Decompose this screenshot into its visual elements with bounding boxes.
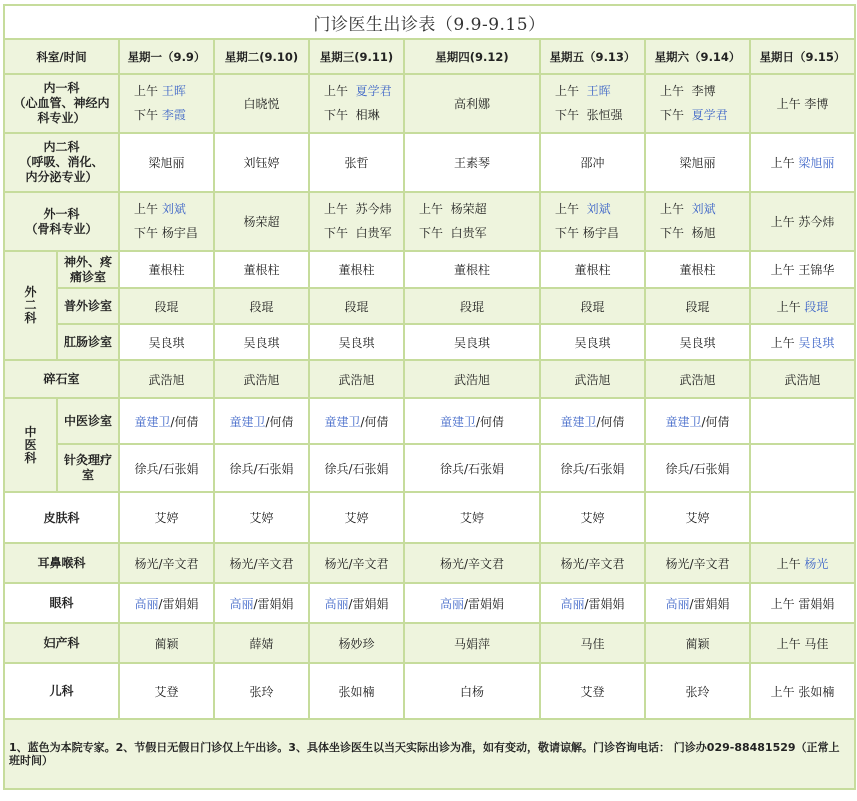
dept-zhongyi: 中 医 科 [4, 398, 57, 492]
cell-erke-sat: 张玲 [645, 663, 750, 719]
cell-neiyi-sat: 上午 李博 下午 夏学君 [645, 74, 750, 133]
cell-puwai-sat: 段琨 [645, 288, 750, 324]
dept-erbi: 耳鼻喉科 [4, 543, 119, 583]
header-sun: 星期日（9.15） [750, 39, 855, 74]
row-waiyi [4, 192, 855, 251]
cell-erke-sun: 上午 张如楠 [750, 663, 855, 719]
cell-fuchan-thu: 马娟萍 [404, 623, 540, 663]
cell-zhenjiu-thu: 徐兵/石张娟 [404, 444, 540, 492]
header-mon: 星期一（9.9） [119, 39, 214, 74]
cell-pifu-sat: 艾婷 [645, 492, 750, 543]
row-zhongyi-2 [4, 444, 855, 492]
cell-yanke-sun: 上午 雷娟娟 [750, 583, 855, 623]
cell-erke-fri: 艾登 [540, 663, 645, 719]
cell-zhongyi-wed: 童建卫/何倩 [309, 398, 404, 444]
cell-shenwai-wed: 董根柱 [309, 251, 404, 288]
cell-erbi-sun: 上午 杨光 [750, 543, 855, 583]
cell-zhenjiu-sun [750, 444, 855, 492]
cell-fuchan-tue: 薛婧 [214, 623, 309, 663]
cell-erke-wed: 张如楠 [309, 663, 404, 719]
subdept-zhongyi-zhenshi: 中医诊室 [57, 398, 119, 444]
cell-puwai-wed: 段琨 [309, 288, 404, 324]
cell-erbi-sat: 杨光/辛文君 [645, 543, 750, 583]
cell-yanke-tue: 高丽/雷娟娟 [214, 583, 309, 623]
cell-neier-sat: 梁旭丽 [645, 133, 750, 192]
row-erke [4, 663, 855, 719]
header-dept-time: 科室/时间 [4, 39, 119, 74]
cell-neier-wed: 张哲 [309, 133, 404, 192]
dept-erke: 儿科 [4, 663, 119, 719]
cell-fuchan-sat: 蔺颖 [645, 623, 750, 663]
cell-erke-mon: 艾登 [119, 663, 214, 719]
cell-waiyi-fri: 上午 刘斌 下午 杨宇昌 [540, 192, 645, 251]
cell-erke-tue: 张玲 [214, 663, 309, 719]
cell-erbi-fri: 杨光/辛文君 [540, 543, 645, 583]
cell-puwai-sun: 上午 段琨 [750, 288, 855, 324]
cell-shenwai-sat: 董根柱 [645, 251, 750, 288]
cell-shenwai-fri: 董根柱 [540, 251, 645, 288]
header-row [4, 39, 855, 74]
row-zhongyi-1 [4, 398, 855, 444]
cell-neiyi-fri: 上午 王晖 下午 张恒强 [540, 74, 645, 133]
subdept-puwai: 普外诊室 [57, 288, 119, 324]
row-waier-1 [4, 251, 855, 288]
dept-waiyi: 外一科 （骨科专业） [4, 192, 119, 251]
row-waier-3 [4, 324, 855, 360]
cell-waiyi-sat: 上午 刘斌 下午 杨旭 [645, 192, 750, 251]
cell-gangchang-mon: 吴良琪 [119, 324, 214, 360]
cell-puwai-tue: 段琨 [214, 288, 309, 324]
cell-shenwai-thu: 董根柱 [404, 251, 540, 288]
cell-puwai-thu: 段琨 [404, 288, 540, 324]
cell-gangchang-tue: 吴良琪 [214, 324, 309, 360]
cell-zhongyi-thu: 童建卫/何倩 [404, 398, 540, 444]
cell-neier-sun: 上午 梁旭丽 [750, 133, 855, 192]
cell-yanke-fri: 高丽/雷娟娟 [540, 583, 645, 623]
cell-erbi-tue: 杨光/辛文君 [214, 543, 309, 583]
footer-row [4, 719, 855, 789]
cell-waiyi-tue: 杨荣超 [214, 192, 309, 251]
cell-pifu-wed: 艾婷 [309, 492, 404, 543]
cell-yanke-thu: 高丽/雷娟娟 [404, 583, 540, 623]
cell-waiyi-thu: 上午 杨荣超 下午 白贵军 [404, 192, 540, 251]
dept-pifu: 皮肤科 [4, 492, 119, 543]
cell-gangchang-fri: 吴良琪 [540, 324, 645, 360]
cell-suishi-wed: 武浩旭 [309, 360, 404, 398]
cell-pifu-fri: 艾婷 [540, 492, 645, 543]
cell-suishi-fri: 武浩旭 [540, 360, 645, 398]
cell-suishi-thu: 武浩旭 [404, 360, 540, 398]
header-sat: 星期六（9.14） [645, 39, 750, 74]
cell-erbi-mon: 杨光/辛文君 [119, 543, 214, 583]
header-thu: 星期四(9.12) [404, 39, 540, 74]
cell-yanke-mon: 高丽/雷娟娟 [119, 583, 214, 623]
dept-yanke: 眼科 [4, 583, 119, 623]
cell-neier-mon: 梁旭丽 [119, 133, 214, 192]
cell-fuchan-mon: 蔺颖 [119, 623, 214, 663]
cell-neiyi-thu: 高利娜 [404, 74, 540, 133]
dept-neier: 内二科 （呼吸、消化、 内分泌专业） [4, 133, 119, 192]
dept-waier: 外 二 科 [4, 251, 57, 360]
cell-pifu-thu: 艾婷 [404, 492, 540, 543]
dept-fuchan: 妇产科 [4, 623, 119, 663]
subdept-zhenjiu: 针灸理疗 室 [57, 444, 119, 492]
subdept-shenwai: 神外、疼 痛诊室 [57, 251, 119, 288]
cell-waiyi-wed: 上午 苏今炜 下午 白贵军 [309, 192, 404, 251]
subdept-gangchang: 肛肠诊室 [57, 324, 119, 360]
header-wed: 星期三(9.11) [309, 39, 404, 74]
cell-suishi-sun: 武浩旭 [750, 360, 855, 398]
cell-shenwai-sun: 上午 王锦华 [750, 251, 855, 288]
header-tue: 星期二(9.10) [214, 39, 309, 74]
cell-zhongyi-sun [750, 398, 855, 444]
cell-gangchang-thu: 吴良琪 [404, 324, 540, 360]
cell-yanke-wed: 高丽/雷娟娟 [309, 583, 404, 623]
cell-waiyi-sun: 上午 苏今炜 [750, 192, 855, 251]
cell-neier-tue: 刘钰婷 [214, 133, 309, 192]
cell-zhongyi-tue: 童建卫/何倩 [214, 398, 309, 444]
header-fri: 星期五（9.13） [540, 39, 645, 74]
dept-suishi: 碎石室 [4, 360, 119, 398]
cell-zhongyi-mon: 童建卫/何倩 [119, 398, 214, 444]
page-title: 门诊医生出诊表（9.9-9.15） [4, 5, 855, 39]
row-neiyi [4, 74, 855, 133]
cell-fuchan-fri: 马佳 [540, 623, 645, 663]
cell-waiyi-mon: 上午 刘斌 下午 杨宇昌 [119, 192, 214, 251]
cell-zhenjiu-sat: 徐兵/石张娟 [645, 444, 750, 492]
cell-yanke-sat: 高丽/雷娟娟 [645, 583, 750, 623]
schedule-wrapper [3, 4, 854, 790]
cell-suishi-mon: 武浩旭 [119, 360, 214, 398]
cell-erbi-wed: 杨光/辛文君 [309, 543, 404, 583]
cell-zhenjiu-wed: 徐兵/石张娟 [309, 444, 404, 492]
cell-gangchang-wed: 吴良琪 [309, 324, 404, 360]
cell-pifu-sun [750, 492, 855, 543]
cell-suishi-sat: 武浩旭 [645, 360, 750, 398]
row-suishi [4, 360, 855, 398]
row-erbi [4, 543, 855, 583]
cell-zhongyi-fri: 童建卫/何倩 [540, 398, 645, 444]
cell-neier-thu: 王素琴 [404, 133, 540, 192]
cell-neiyi-sun: 上午 李博 [750, 74, 855, 133]
cell-neier-fri: 邵冲 [540, 133, 645, 192]
cell-neiyi-tue: 白晓悦 [214, 74, 309, 133]
footer-note: 1、蓝色为本院专家。2、节假日无假日门诊仅上午出诊。3、具体坐诊医生以当天实际出诊为准，如有变动，敬请谅解。门诊咨询电话： 门诊办029-88481529（正常上班时间） [4, 719, 855, 789]
row-pifu [4, 492, 855, 543]
cell-gangchang-sat: 吴良琪 [645, 324, 750, 360]
cell-neiyi-wed: 上午 夏学君 下午 相琳 [309, 74, 404, 133]
cell-zhenjiu-mon: 徐兵/石张娟 [119, 444, 214, 492]
cell-fuchan-sun: 上午 马佳 [750, 623, 855, 663]
dept-neiyi: 内一科 （心血管、神经内 科专业） [4, 74, 119, 133]
cell-zhenjiu-fri: 徐兵/石张娟 [540, 444, 645, 492]
row-yanke [4, 583, 855, 623]
cell-zhongyi-sat: 童建卫/何倩 [645, 398, 750, 444]
cell-neiyi-mon: 上午 王晖 下午 李霞 [119, 74, 214, 133]
cell-suishi-tue: 武浩旭 [214, 360, 309, 398]
cell-fuchan-wed: 杨妙珍 [309, 623, 404, 663]
cell-puwai-mon: 段琨 [119, 288, 214, 324]
cell-puwai-fri: 段琨 [540, 288, 645, 324]
cell-shenwai-tue: 董根柱 [214, 251, 309, 288]
row-neier [4, 133, 855, 192]
cell-erbi-thu: 杨光/辛文君 [404, 543, 540, 583]
cell-pifu-tue: 艾婷 [214, 492, 309, 543]
cell-zhenjiu-tue: 徐兵/石张娟 [214, 444, 309, 492]
schedule-table [3, 4, 856, 790]
cell-gangchang-sun: 上午 吴良琪 [750, 324, 855, 360]
cell-shenwai-mon: 董根柱 [119, 251, 214, 288]
cell-erke-thu: 白杨 [404, 663, 540, 719]
row-fuchan [4, 623, 855, 663]
cell-pifu-mon: 艾婷 [119, 492, 214, 543]
row-waier-2 [4, 288, 855, 324]
